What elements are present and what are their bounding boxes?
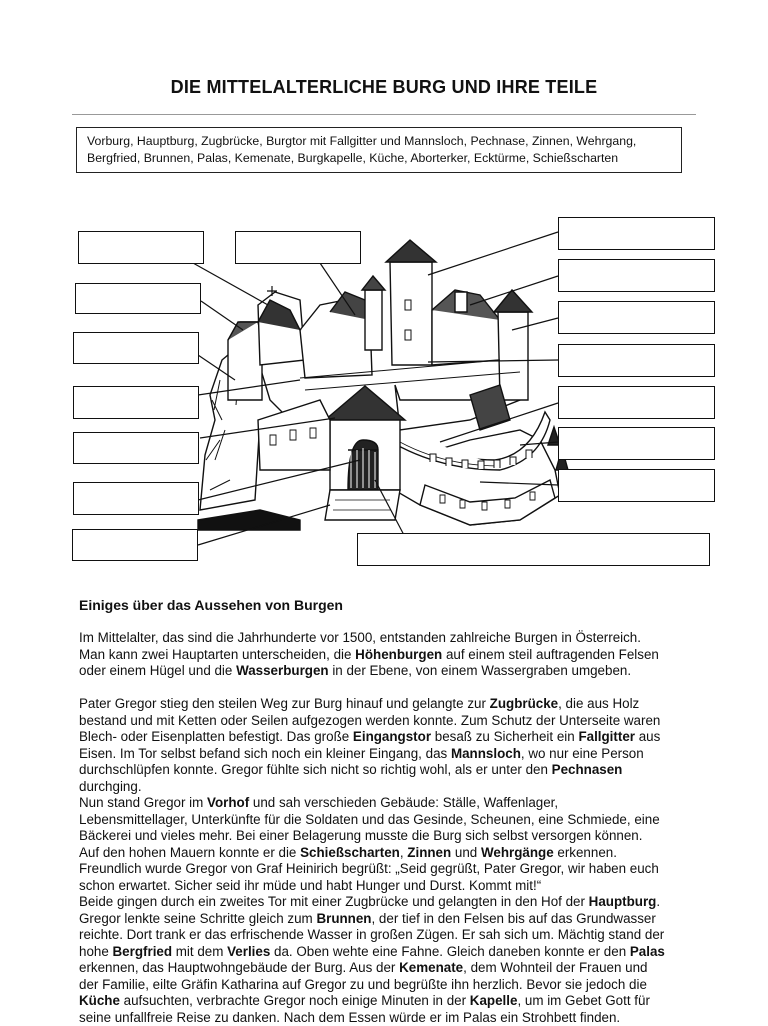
text-line: reichte. Dort trank er das erfrischende Wasser in großen Zügen. Er sah sich um. Mächtig stand der xyxy=(79,927,719,944)
bold-term: Pechnasen xyxy=(552,762,623,777)
label-box-left-5[interactable] xyxy=(73,432,199,464)
text-line: Eisen. Im Tor selbst befand sich noch ein kleiner Eingang, das Mannsloch, wo nur eine Person xyxy=(79,746,719,763)
label-box-bottom[interactable] xyxy=(357,533,710,566)
page-title: DIE MITTELALTERLICHE BURG UND IHRE TEILE xyxy=(0,77,768,98)
paragraph-story xyxy=(79,696,719,1026)
bold-term: Verlies xyxy=(227,944,270,959)
label-box-left-6[interactable] xyxy=(73,482,199,515)
text-line: bestand und mit Ketten oder Seilen aufgezogen werden konnte. Zum Schutz der Unterseite waren xyxy=(79,713,719,730)
label-box-right-5[interactable] xyxy=(558,386,715,419)
bold-term: Küche xyxy=(79,993,120,1008)
text-line: Blech- oder Eisenplatten befestigt. Das große Eingangstor besaß zu Sicherheit ein Fallgitter aus xyxy=(79,729,719,746)
bold-term: Wehrgänge xyxy=(481,845,554,860)
text-line: erkennen, das Hauptwohngebäude der Burg. Aus der Kemenate, dem Wohnteil der Frauen und xyxy=(79,960,719,977)
label-box-right-4[interactable] xyxy=(558,344,715,377)
bold-term: Brunnen xyxy=(316,911,371,926)
bold-term: Zugbrücke xyxy=(490,696,558,711)
label-box-top-center[interactable] xyxy=(235,231,361,264)
text-line: Bäckerei und vieles mehr. Bei einer Belagerung musste die Burg sich selbst versorgen können. xyxy=(79,828,719,845)
bold-term: Kemenate xyxy=(399,960,463,975)
text-line: durchschlüpfen konnte. Gregor fühlte sich nicht so richtig wohl, als er unter den Pechnasen xyxy=(79,762,719,779)
text-line: Beide gingen durch ein zweites Tor mit einer Zugbrücke und gelangten in den Hof der Hauptburg. xyxy=(79,894,719,911)
text-line: oder einem Hügel und die Wasserburgen in der Ebene, von einem Wassergraben umgeben. xyxy=(79,663,719,680)
text-line: Küche aufsuchten, verbrachte Gregor noch einige Minuten in der Kapelle, um im Gebet Gott für xyxy=(79,993,719,1010)
label-box-left-7[interactable] xyxy=(72,529,198,561)
text-line: hohe Bergfried mit dem Verlies da. Oben wehte eine Fahne. Gleich daneben konnte er den Palas xyxy=(79,944,719,961)
text-line: Lebensmittellager, Unterkünfte für die Soldaten und das Gesinde, Scheunen, eine Schmiede, eine xyxy=(79,812,719,829)
word-bank-line-1: Vorburg, Hauptburg, Zugbrücke, Burgtor mit Fallgitter und Mannsloch, Pechnase, Zinnen, Wehrgang, xyxy=(87,133,671,150)
section-heading: Einiges über das Aussehen von Burgen xyxy=(79,597,343,613)
bold-term: Zinnen xyxy=(407,845,451,860)
label-box-left-1[interactable] xyxy=(78,231,204,264)
bold-term: Höhenburgen xyxy=(355,647,442,662)
paragraph-intro xyxy=(79,630,719,680)
bold-term: Palas xyxy=(630,944,665,959)
bold-term: Fallgitter xyxy=(578,729,635,744)
text-line: Im Mittelalter, das sind die Jahrhunderte vor 1500, entstanden zahlreiche Burgen in Österreich. xyxy=(79,630,719,647)
bold-term: Schießscharten xyxy=(300,845,400,860)
text-line: Freundlich wurde Gregor von Graf Heinirich begrüßt: „Seid gegrüßt, Pater Gregor, wir haben euch xyxy=(79,861,719,878)
text-line: schon erwartet. Sicher seid ihr müde und habt Hunger und Durst. Kommt mit!“ xyxy=(79,878,719,895)
bold-term: Mannsloch xyxy=(451,746,521,761)
label-box-left-4[interactable] xyxy=(73,386,199,419)
label-box-left-3[interactable] xyxy=(73,332,199,364)
bold-term: Vorhof xyxy=(207,795,249,810)
text-line: seine unfallfreie Reise zu danken. Nach dem Essen würde er im Palas ein Strohbett finden. xyxy=(79,1010,719,1026)
text-line: durchging. xyxy=(79,779,719,796)
bold-term: Wasserburgen xyxy=(236,663,329,678)
text-line: der Familie, eilte Gräfin Katharina auf Gregor zu und begrüßte ihn herzlich. Bevor sie jedoch die xyxy=(79,977,719,994)
bold-term: Bergfried xyxy=(113,944,173,959)
word-bank-line-2: Bergfried, Brunnen, Palas, Kemenate, Burgkapelle, Küche, Aborterker, Ecktürme, Schießscharten xyxy=(87,150,671,167)
text-line: Nun stand Gregor im Vorhof und sah verschieden Gebäude: Ställe, Waffenlager, xyxy=(79,795,719,812)
bold-term: Eingangstor xyxy=(353,729,431,744)
label-box-right-7[interactable] xyxy=(558,469,715,502)
text-line: Gregor lenkte seine Schritte gleich zum Brunnen, der tief in den Felsen bis auf das Grundwasser xyxy=(79,911,719,928)
label-box-left-2[interactable] xyxy=(75,283,201,314)
label-box-right-6[interactable] xyxy=(558,427,715,460)
bold-term: Hauptburg xyxy=(589,894,657,909)
label-box-right-1[interactable] xyxy=(558,217,715,250)
bold-term: Kapelle xyxy=(470,993,518,1008)
label-box-right-3[interactable] xyxy=(558,301,715,334)
text-line: Man kann zwei Hauptarten unterscheiden, die Höhenburgen auf einem steil auftragenden Felsen xyxy=(79,647,719,664)
text-line: Auf den hohen Mauern konnte er die Schießscharten, Zinnen und Wehrgänge erkennen. xyxy=(79,845,719,862)
label-box-right-2[interactable] xyxy=(558,259,715,292)
text-line: Pater Gregor stieg den steilen Weg zur Burg hinauf und gelangte zur Zugbrücke, die aus Holz xyxy=(79,696,719,713)
